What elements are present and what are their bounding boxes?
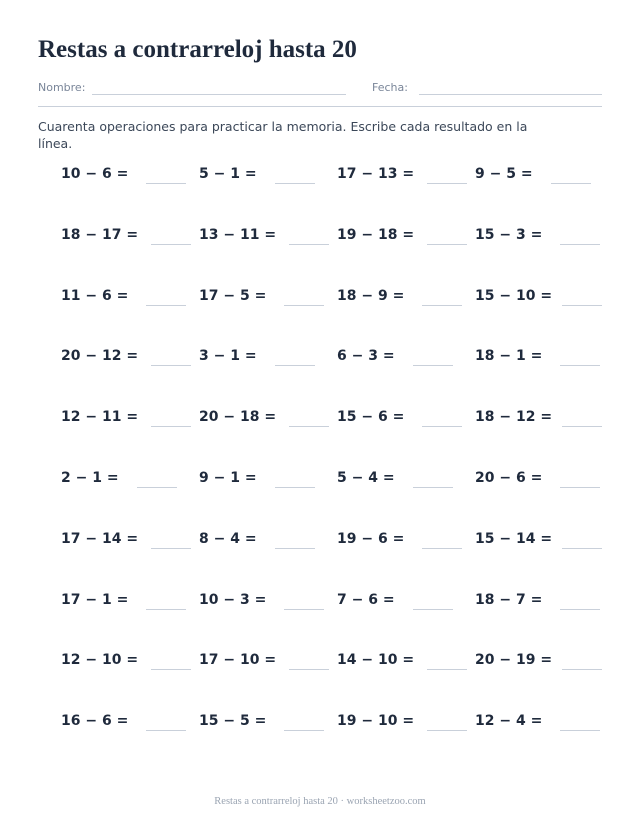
answer-line[interactable]: [413, 365, 453, 366]
problem-text: 2 − 1 =: [61, 470, 119, 486]
answer-line[interactable]: [560, 244, 600, 245]
problem-text: 17 − 13 =: [337, 166, 415, 182]
footer: Restas a contrarreloj hasta 20 · worksheetzoo.com: [214, 796, 426, 807]
problem-text: 10 − 3 =: [199, 591, 267, 608]
answer-line[interactable]: [413, 487, 453, 488]
answer-line[interactable]: [422, 305, 462, 306]
answer-line[interactable]: [560, 730, 600, 731]
answer-line[interactable]: [146, 730, 186, 731]
date-label: Fecha:: [372, 81, 408, 94]
problem-text: 17 − 14 =: [61, 530, 139, 547]
problem-text: 5 − 1 =: [199, 166, 257, 182]
problem-text: 15 − 14 =: [475, 530, 553, 547]
answer-line[interactable]: [562, 548, 602, 549]
answer-line[interactable]: [275, 548, 315, 549]
problem-text: 18 − 9 =: [337, 287, 405, 304]
problem-text: 12 − 10 =: [61, 652, 139, 669]
answer-line[interactable]: [427, 730, 467, 731]
answer-line[interactable]: [289, 426, 329, 427]
problem-text: 15 − 10 =: [475, 287, 553, 304]
answer-line[interactable]: [562, 669, 602, 670]
answer-line[interactable]: [284, 305, 324, 306]
answer-line[interactable]: [422, 548, 462, 549]
problem-text: 11 − 6 =: [61, 287, 129, 304]
answer-line[interactable]: [146, 305, 186, 306]
answer-line[interactable]: [146, 609, 186, 610]
problem-text: 20 − 12 =: [61, 348, 139, 365]
answer-line[interactable]: [289, 669, 329, 670]
problem-text: 8 − 4 =: [199, 530, 257, 547]
answer-line[interactable]: [151, 244, 191, 245]
problem-text: 7 − 6 =: [337, 591, 395, 608]
answer-line[interactable]: [151, 365, 191, 366]
problem-text: 18 − 7 =: [475, 591, 543, 608]
problem-text: 5 − 4 =: [337, 470, 395, 486]
answer-line[interactable]: [560, 487, 600, 488]
answer-line[interactable]: [560, 365, 600, 366]
problem-text: 17 − 5 =: [199, 287, 267, 304]
problem-text: 20 − 18 =: [199, 409, 277, 426]
answer-line[interactable]: [422, 426, 462, 427]
problem-text: 17 − 10 =: [199, 652, 277, 669]
page-title: Restas a contrarreloj hasta 20: [38, 36, 357, 63]
problem-text: 20 − 19 =: [475, 652, 553, 669]
answer-line[interactable]: [413, 609, 453, 610]
answer-line[interactable]: [275, 365, 315, 366]
instructions: Cuarenta operaciones para practicar la memoria. Escribe cada resultado en la línea.: [38, 119, 528, 151]
answer-line[interactable]: [560, 609, 600, 610]
answer-line[interactable]: [562, 426, 602, 427]
problem-text: 3 − 1 =: [199, 348, 257, 365]
answer-line[interactable]: [151, 669, 191, 670]
problem-text: 18 − 17 =: [61, 226, 139, 243]
answer-line[interactable]: [427, 669, 467, 670]
answer-line[interactable]: [146, 183, 186, 184]
problem-text: 6 − 3 =: [337, 348, 395, 365]
problem-text: 12 − 11 =: [61, 409, 139, 426]
answer-line[interactable]: [275, 183, 315, 184]
answer-line[interactable]: [427, 183, 467, 184]
problem-text: 13 − 11 =: [199, 226, 277, 243]
problem-text: 12 − 4 =: [475, 713, 543, 730]
answer-line[interactable]: [151, 426, 191, 427]
problem-text: 19 − 18 =: [337, 226, 415, 243]
answer-line[interactable]: [275, 487, 315, 488]
name-label: Nombre:: [38, 81, 86, 94]
problem-text: 17 − 1 =: [61, 591, 129, 608]
problem-text: 9 − 1 =: [199, 470, 257, 486]
answer-line[interactable]: [284, 730, 324, 731]
problem-text: 15 − 6 =: [337, 409, 405, 426]
problem-text: 16 − 6 =: [61, 713, 129, 730]
answer-line[interactable]: [427, 244, 467, 245]
problem-text: 19 − 6 =: [337, 530, 405, 547]
answer-line[interactable]: [551, 183, 591, 184]
answer-line[interactable]: [151, 548, 191, 549]
answer-line[interactable]: [284, 609, 324, 610]
problem-text: 20 − 6 =: [475, 470, 543, 486]
problem-text: 15 − 5 =: [199, 713, 267, 730]
problem-text: 10 − 6 =: [61, 166, 129, 182]
answer-line[interactable]: [289, 244, 329, 245]
problem-text: 19 − 10 =: [337, 713, 415, 730]
problem-text: 14 − 10 =: [337, 652, 415, 669]
problem-text: 18 − 12 =: [475, 409, 553, 426]
problem-text: 18 − 1 =: [475, 348, 543, 365]
answer-line[interactable]: [137, 487, 177, 488]
answer-line[interactable]: [562, 305, 602, 306]
problem-text: 9 − 5 =: [475, 166, 533, 182]
problem-text: 15 − 3 =: [475, 226, 543, 243]
